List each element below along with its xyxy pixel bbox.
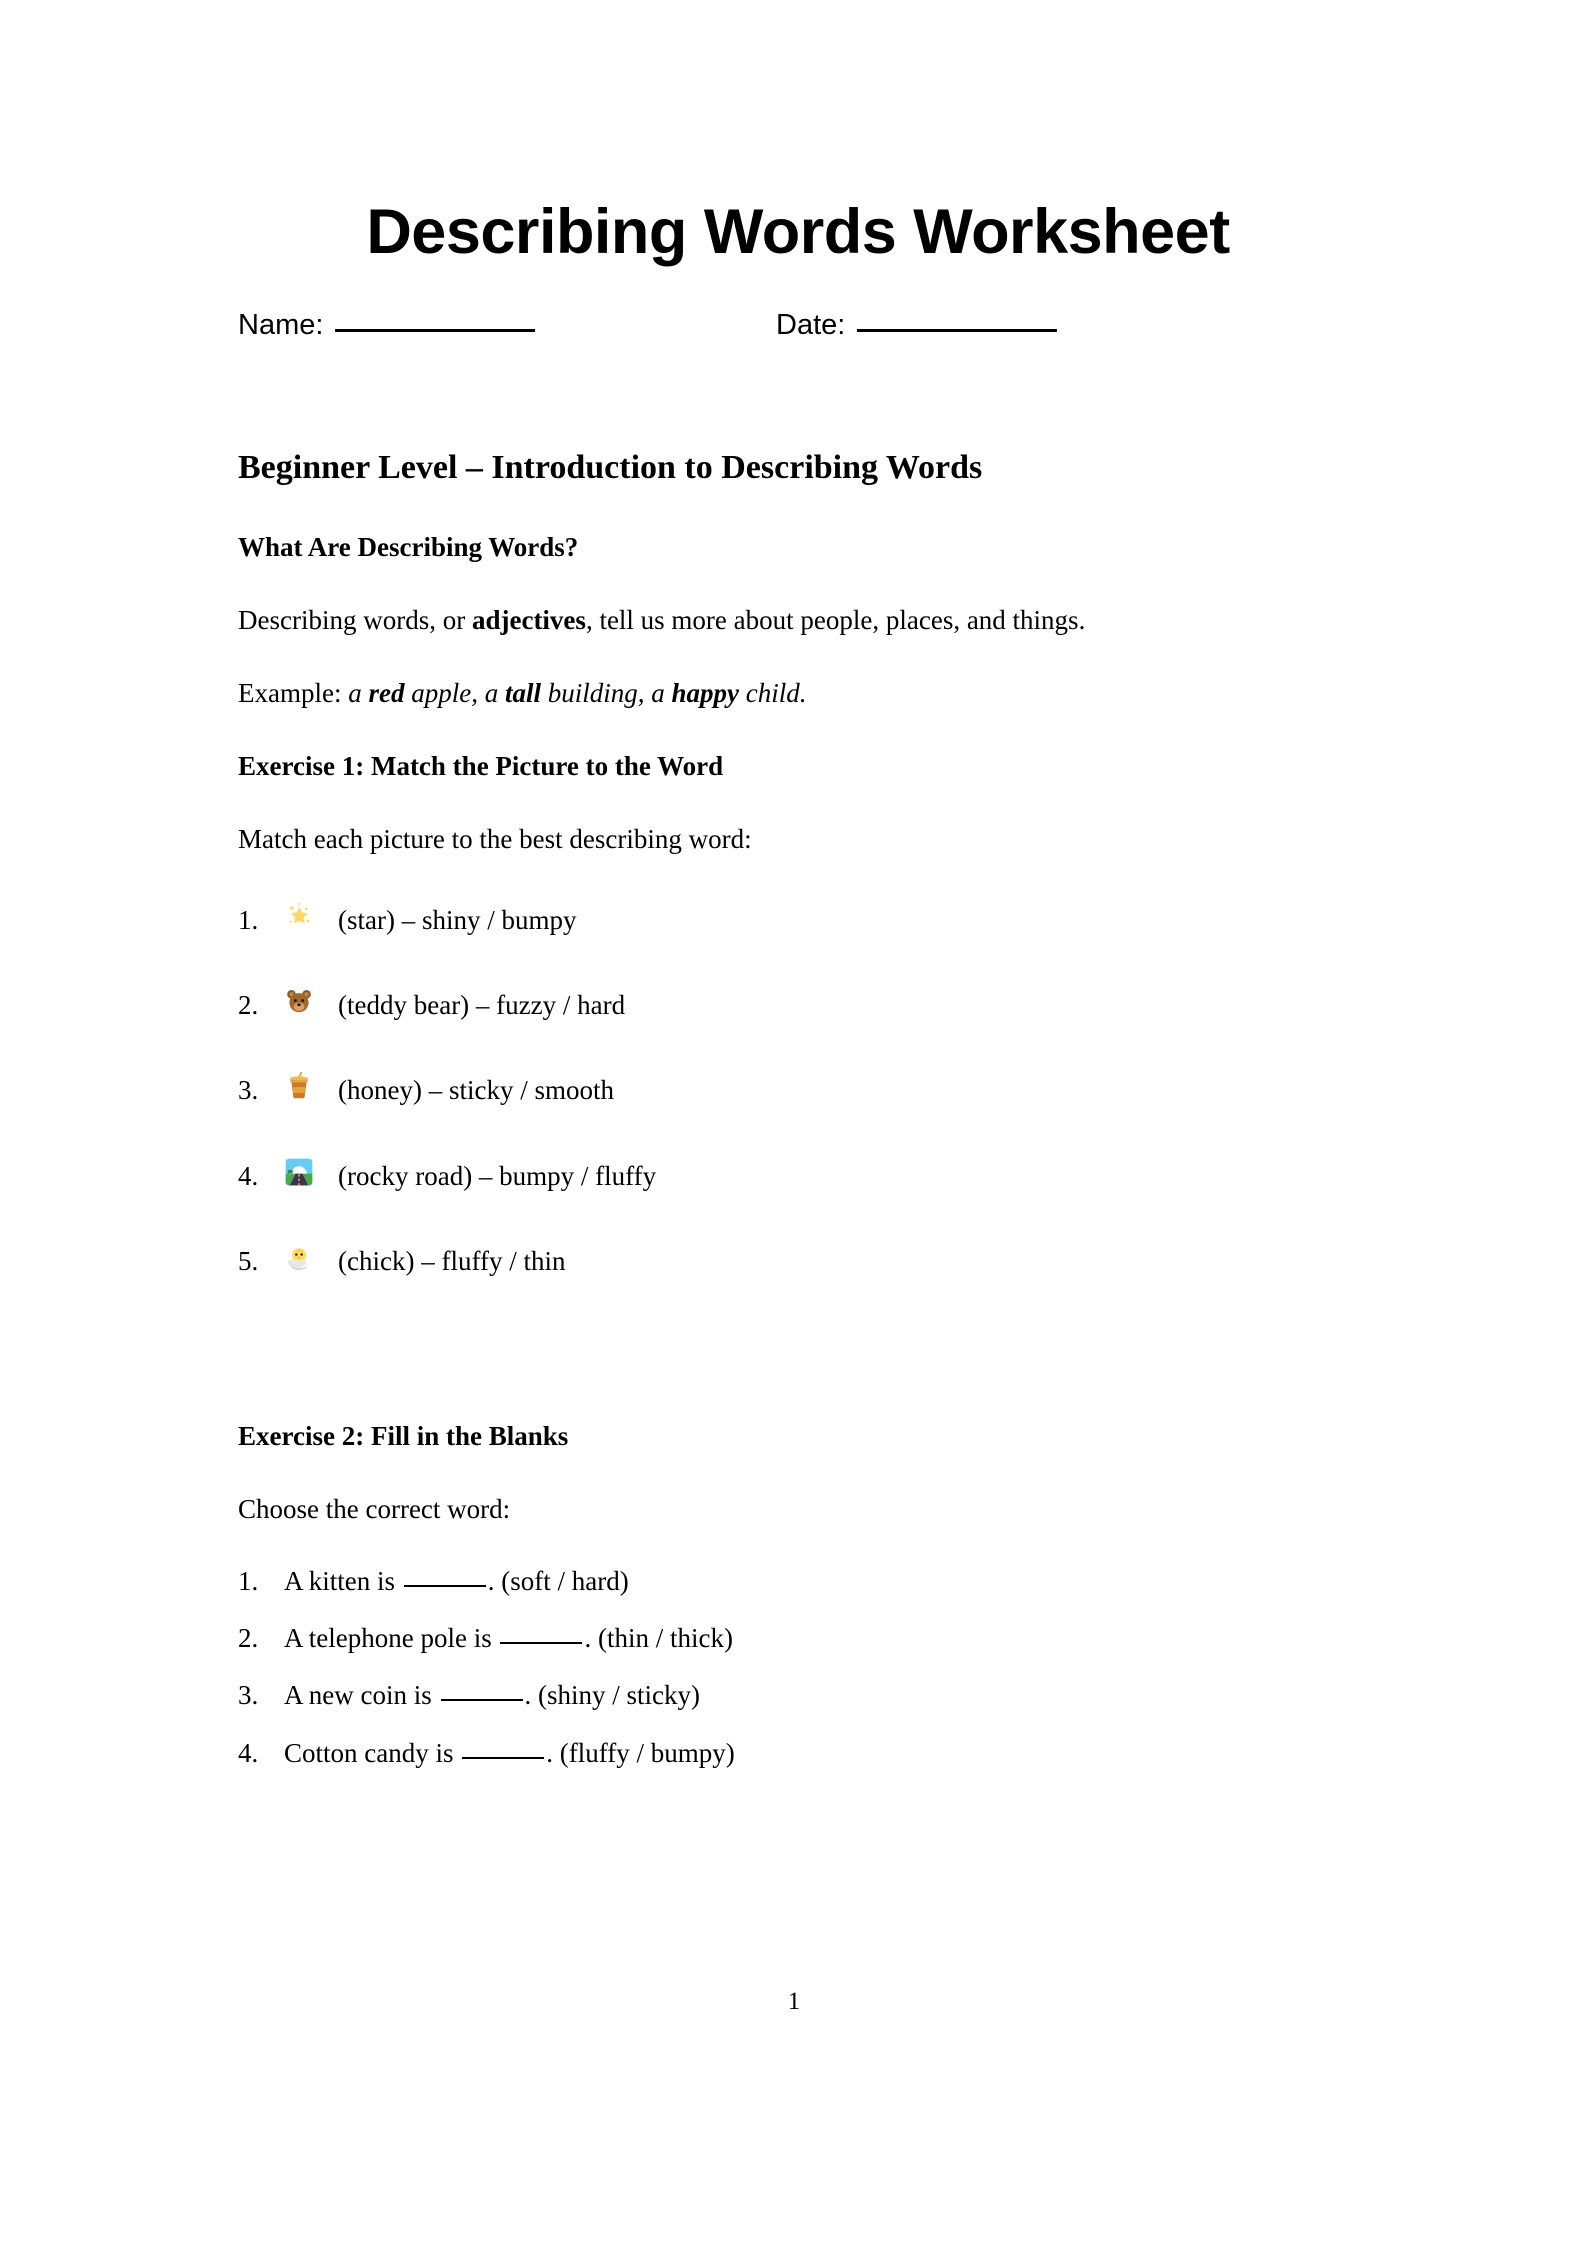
definition-term: adjectives bbox=[471, 604, 586, 635]
sentence-after-blank: . (thin / thick) bbox=[584, 1623, 733, 1654]
item-text: (chick) – fluffy / thin bbox=[338, 1245, 566, 1276]
list-item bbox=[238, 1155, 1358, 1194]
example-article-3: a bbox=[651, 678, 672, 709]
subsection-heading: What Are Describing Words? bbox=[238, 531, 579, 562]
exercise-2-instruction: Choose the correct word: bbox=[238, 1493, 511, 1524]
example-noun-1: apple, bbox=[404, 678, 485, 709]
item-number: 2. bbox=[238, 990, 259, 1021]
example-adjective-2: tall bbox=[504, 678, 541, 709]
item-text: (star) – shiny / bumpy bbox=[338, 905, 577, 936]
item-number: 3. bbox=[238, 1680, 259, 1711]
example-label: Example: bbox=[238, 678, 349, 709]
item-text: (honey) – sticky / smooth bbox=[338, 1075, 614, 1106]
example-adjective-1: red bbox=[368, 678, 405, 709]
sentence-before-blank: A telephone pole is bbox=[284, 1623, 499, 1654]
list-item bbox=[238, 1069, 1358, 1108]
definition-after: , tell us more about people, places, and things. bbox=[585, 604, 1086, 635]
sentence-before-blank: A kitten is bbox=[284, 1566, 402, 1597]
item-text bbox=[284, 1621, 733, 1656]
date-input-line[interactable] bbox=[857, 329, 1057, 332]
section-heading: Beginner Level – Introduction to Describing Words bbox=[238, 449, 983, 487]
teddy-bear-icon bbox=[284, 986, 338, 1016]
exercise-2-heading: Exercise 2: Fill in the Blanks bbox=[238, 1420, 569, 1451]
sentence-after-blank: . (fluffy / bumpy) bbox=[546, 1737, 735, 1768]
example-adjective-3: happy bbox=[671, 678, 739, 709]
example-article-2: a bbox=[484, 678, 505, 709]
item-text: (teddy bear) – fuzzy / hard bbox=[338, 990, 626, 1021]
definition-before: Describing words, or bbox=[238, 604, 472, 635]
glowing-star-icon bbox=[284, 901, 338, 931]
answer-blank[interactable] bbox=[500, 1642, 582, 1644]
item-text bbox=[284, 1736, 735, 1771]
exercise-1-heading: Exercise 1: Match the Picture to the Word bbox=[238, 750, 724, 781]
example-noun-3: child. bbox=[739, 678, 807, 709]
example-paragraph bbox=[238, 638, 1358, 711]
list-item bbox=[238, 1736, 1358, 1771]
date-field-group bbox=[776, 309, 1057, 342]
item-number: 4. bbox=[238, 1737, 259, 1768]
item-number: 1. bbox=[238, 1566, 259, 1597]
item-text bbox=[284, 1678, 700, 1713]
exercise-2-list bbox=[238, 1527, 1358, 1770]
sentence-before-blank: A new coin is bbox=[284, 1680, 439, 1711]
item-text bbox=[284, 1564, 629, 1599]
exercise-1-instruction: Match each picture to the best describing word: bbox=[238, 823, 752, 854]
item-number: 2. bbox=[238, 1623, 259, 1654]
sentence-before-blank: Cotton candy is bbox=[284, 1737, 461, 1768]
answer-blank[interactable] bbox=[462, 1757, 544, 1759]
list-item bbox=[238, 1621, 1358, 1656]
list-item bbox=[238, 984, 1358, 1023]
item-number: 3. bbox=[238, 1075, 259, 1106]
page-content bbox=[238, 0, 1358, 1793]
item-number: 1. bbox=[238, 905, 259, 936]
sentence-after-blank: . (shiny / sticky) bbox=[524, 1680, 700, 1711]
name-input-line[interactable] bbox=[335, 329, 535, 332]
exercise-1-list bbox=[238, 857, 1358, 1278]
item-number: 5. bbox=[238, 1245, 259, 1276]
item-number: 4. bbox=[238, 1160, 259, 1191]
example-noun-2: building, bbox=[540, 678, 652, 709]
date-label: Date: bbox=[776, 309, 846, 342]
answer-blank[interactable] bbox=[441, 1699, 523, 1701]
list-item bbox=[238, 1678, 1358, 1713]
hatching-chick-icon bbox=[284, 1242, 338, 1272]
sentence-after-blank: . (soft / hard) bbox=[487, 1566, 629, 1597]
page-number: 1 bbox=[787, 1988, 801, 2015]
honey-pot-icon bbox=[284, 1071, 338, 1101]
list-item bbox=[238, 1240, 1358, 1279]
definition-paragraph bbox=[238, 565, 1358, 638]
name-field-group bbox=[238, 309, 535, 342]
page-title: Describing Words Worksheet bbox=[366, 197, 1230, 267]
name-label: Name: bbox=[238, 309, 324, 342]
motorway-icon bbox=[284, 1157, 338, 1187]
list-item bbox=[238, 899, 1358, 938]
name-date-row bbox=[238, 309, 1358, 353]
answer-blank[interactable] bbox=[404, 1585, 486, 1587]
item-text: (rocky road) – bumpy / fluffy bbox=[338, 1160, 657, 1191]
list-item bbox=[238, 1564, 1358, 1599]
example-article-1: a bbox=[348, 678, 369, 709]
